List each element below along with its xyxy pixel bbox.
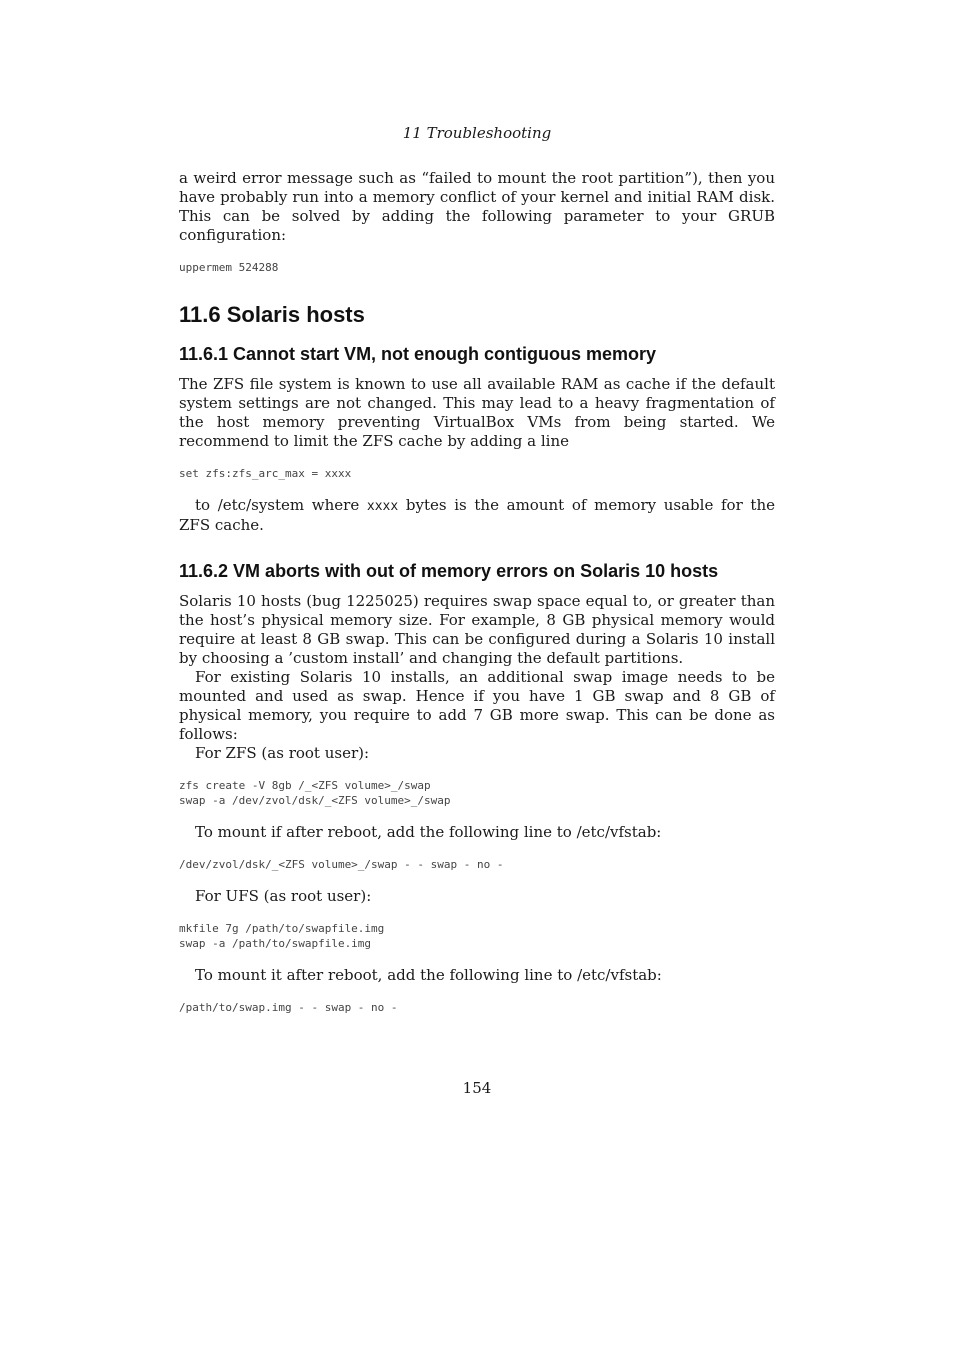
section-title: 11.6 Solaris hosts [179,302,365,327]
subsection-title-1: 11.6.1 Cannot start VM, not enough contiguous memory [179,344,657,364]
intro-paragraph: a weird error message such as “failed to mount the root partition”), then you have probably run into a memory conflict of your kernel and initial RAM disk. This can be solved by adding the following parameter to your GRUB configuration: [179,169,775,244]
code-block-zfs-arc: set zfs:zfs_arc_max = xxxx [179,467,352,480]
code-block-zfs-swap: zfs create -V 8gb /_<ZFS volume>_/swap swap -a /dev/zvol/dsk/_<ZFS volume>_/swap [179,779,451,807]
subsection-2-paragraph-2: For existing Solaris 10 installs, an additional swap image needs to be mounted and used as swap. Hence if you have 1 GB swap and 8 GB of physical memory, you require to add 7 GB more swap. This can be done as follows: [179,668,775,743]
subsection-1-followup [179,496,775,535]
code-block-ufs-swap: mkfile 7g /path/to/swapfile.img swap -a /path/to/swapfile.img [179,922,385,950]
zfs-mount-label: To mount if after reboot, add the following line to /etc/vfstab: [195,823,662,841]
subsection-2-paragraph-1: Solaris 10 hosts (bug 1225025) requires swap space equal to, or greater than the host’s physical memory size. For example, 8 GB physical memory would require at least 8 GB swap. This can be configured during a Solaris 10 install by choosing a ’custom install’ and changing the default partitions. [179,592,775,667]
ufs-label: For UFS (as root user): [195,887,372,905]
subsection-1-paragraph: The ZFS file system is known to use all available RAM as cache if the default system settings are not changed. This may lead to a heavy fragmentation of the host memory preventing VirtualBox VMs from being started. We recommend to limit the ZFS cache by adding a line [179,375,775,450]
subsection-title-2: 11.6.2 VM aborts with out of memory errors on Solaris 10 hosts [179,561,719,581]
followup-text-prefix: to /etc/system where [195,496,367,514]
code-block-ufs-vfstab: /path/to/swap.img - - swap - no - [179,1001,398,1014]
page-body [179,169,775,1015]
code-block-zfs-vfstab: /dev/zvol/dsk/_<ZFS volume>_/swap - - swap - no - [179,858,504,871]
page-number: 154 [462,1079,492,1097]
inline-code-xxxx: xxxx [366,499,399,514]
followup-text-suffix: bytes is the amount of memory usable for the ZFS cache. [179,496,775,534]
running-header: 11 Troubleshooting [402,124,552,142]
zfs-label: For ZFS (as root user): [195,744,370,762]
code-block-grub: uppermem 524288 [179,261,279,274]
ufs-mount-label: To mount it after reboot, add the following line to /etc/vfstab: [195,966,662,984]
